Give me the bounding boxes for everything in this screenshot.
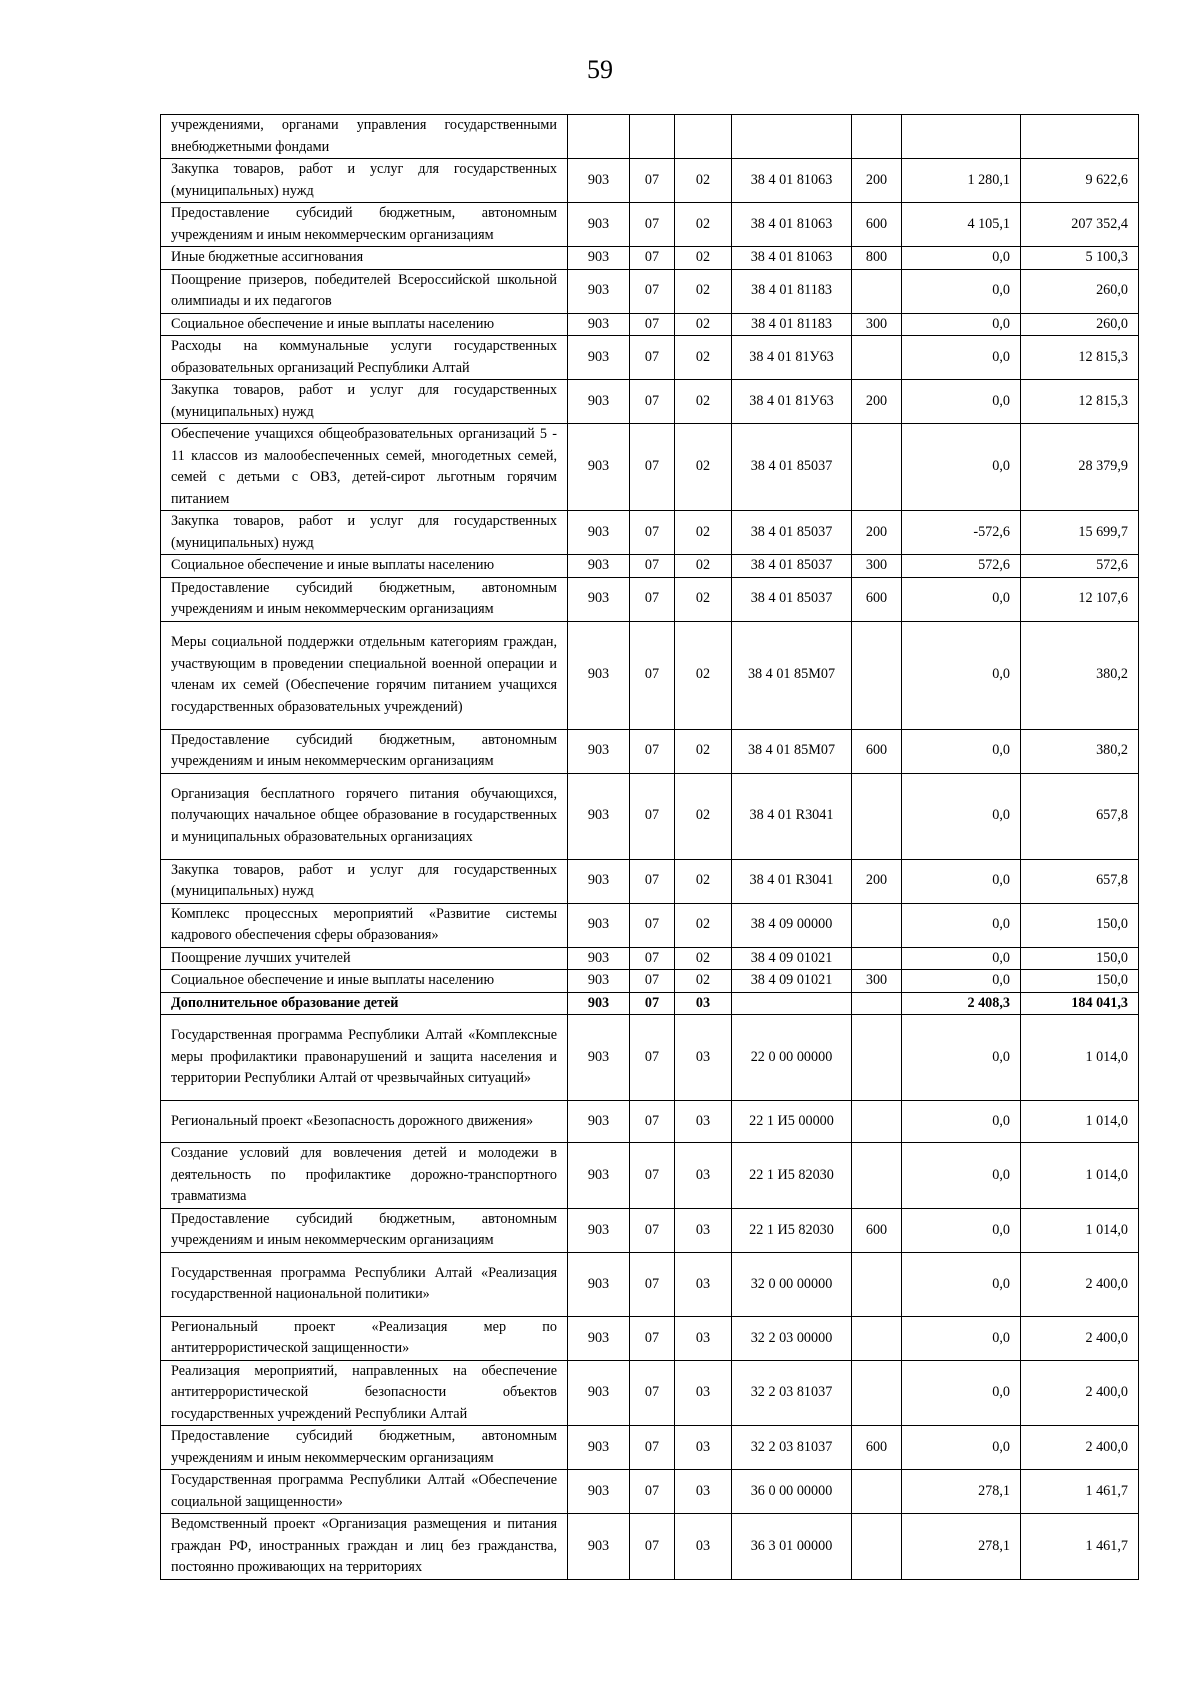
cell-grbs-code: 903 xyxy=(568,1208,630,1252)
cell-expense-type: 800 xyxy=(852,247,902,270)
cell-change-amount: 572,6 xyxy=(902,555,1021,578)
cell-subsection-code: 03 xyxy=(675,1470,732,1514)
cell-subsection-code: 02 xyxy=(675,313,732,336)
cell-description: Государственная программа Республики Алтай «Обеспечение социальной защищенности» xyxy=(161,1470,568,1514)
cell-target-article: 38 4 09 00000 xyxy=(732,903,852,947)
table-row xyxy=(161,1015,1139,1101)
cell-expense-type: 600 xyxy=(852,1208,902,1252)
cell-change-amount: 0,0 xyxy=(902,1426,1021,1470)
cell-target-article: 22 1 И5 82030 xyxy=(732,1208,852,1252)
cell-change-amount: 0,0 xyxy=(902,1015,1021,1101)
cell-expense-type xyxy=(852,424,902,511)
cell-grbs-code: 903 xyxy=(568,203,630,247)
cell-subsection-code: 02 xyxy=(675,247,732,270)
cell-section-code: 07 xyxy=(630,1470,675,1514)
cell-change-amount: 0,0 xyxy=(902,621,1021,729)
cell-grbs-code: 903 xyxy=(568,1316,630,1360)
cell-subsection-code: 03 xyxy=(675,1514,732,1580)
cell-description: Социальное обеспечение и иные выплаты населению xyxy=(161,313,568,336)
cell-section-code: 07 xyxy=(630,313,675,336)
cell-section-code: 07 xyxy=(630,1316,675,1360)
cell-expense-type xyxy=(852,1316,902,1360)
cell-section-code: 07 xyxy=(630,247,675,270)
cell-target-article: 38 4 01 R3041 xyxy=(732,773,852,859)
table-row xyxy=(161,1316,1139,1360)
cell-section-code xyxy=(630,115,675,159)
cell-target-article: 38 4 01 85037 xyxy=(732,577,852,621)
cell-total-amount: 657,8 xyxy=(1021,859,1139,903)
table-row xyxy=(161,115,1139,159)
table-row xyxy=(161,1514,1139,1580)
cell-expense-type xyxy=(852,903,902,947)
cell-description: Закупка товаров, работ и услуг для государственных (муниципальных) нужд xyxy=(161,859,568,903)
cell-change-amount: 0,0 xyxy=(902,903,1021,947)
cell-change-amount: 0,0 xyxy=(902,773,1021,859)
cell-section-code: 07 xyxy=(630,511,675,555)
cell-total-amount: 657,8 xyxy=(1021,773,1139,859)
cell-total-amount: 1 014,0 xyxy=(1021,1208,1139,1252)
cell-subsection-code: 02 xyxy=(675,203,732,247)
cell-change-amount: -572,6 xyxy=(902,511,1021,555)
cell-subsection-code: 02 xyxy=(675,947,732,970)
cell-grbs-code: 903 xyxy=(568,1514,630,1580)
cell-total-amount: 2 400,0 xyxy=(1021,1252,1139,1316)
cell-expense-type: 200 xyxy=(852,380,902,424)
cell-subsection-code: 02 xyxy=(675,903,732,947)
cell-description: Социальное обеспечение и иные выплаты населению xyxy=(161,555,568,578)
cell-total-amount: 1 461,7 xyxy=(1021,1470,1139,1514)
cell-expense-type: 200 xyxy=(852,159,902,203)
cell-description: Организация бесплатного горячего питания обучающихся, получающих начальное общее образование в государственных и муниципальных образовательных организациях xyxy=(161,773,568,859)
cell-description: Поощрение лучших учителей xyxy=(161,947,568,970)
cell-change-amount: 278,1 xyxy=(902,1470,1021,1514)
cell-section-code: 07 xyxy=(630,1015,675,1101)
table-row xyxy=(161,970,1139,993)
cell-change-amount: 278,1 xyxy=(902,1514,1021,1580)
cell-target-article: 38 4 09 01021 xyxy=(732,970,852,993)
cell-subsection-code: 02 xyxy=(675,269,732,313)
cell-total-amount: 2 400,0 xyxy=(1021,1316,1139,1360)
cell-subsection-code: 02 xyxy=(675,511,732,555)
cell-grbs-code: 903 xyxy=(568,269,630,313)
page-number: 59 xyxy=(587,55,613,84)
table-row xyxy=(161,1143,1139,1209)
cell-target-article: 38 4 01 81183 xyxy=(732,269,852,313)
cell-subsection-code: 02 xyxy=(675,773,732,859)
cell-grbs-code: 903 xyxy=(568,903,630,947)
cell-target-article: 38 4 09 01021 xyxy=(732,947,852,970)
cell-total-amount: 12 107,6 xyxy=(1021,577,1139,621)
cell-subsection-code: 02 xyxy=(675,970,732,993)
cell-target-article: 38 4 01 85M07 xyxy=(732,729,852,773)
cell-expense-type xyxy=(852,1252,902,1316)
cell-change-amount: 0,0 xyxy=(902,1360,1021,1426)
cell-section-code: 07 xyxy=(630,1252,675,1316)
cell-section-code: 07 xyxy=(630,1514,675,1580)
table-row xyxy=(161,1101,1139,1143)
cell-section-code: 07 xyxy=(630,159,675,203)
cell-expense-type: 600 xyxy=(852,203,902,247)
cell-grbs-code: 903 xyxy=(568,1101,630,1143)
cell-grbs-code: 903 xyxy=(568,336,630,380)
cell-expense-type xyxy=(852,1015,902,1101)
table-row xyxy=(161,947,1139,970)
cell-expense-type: 300 xyxy=(852,970,902,993)
cell-expense-type xyxy=(852,1101,902,1143)
cell-total-amount: 207 352,4 xyxy=(1021,203,1139,247)
cell-change-amount: 1 280,1 xyxy=(902,159,1021,203)
cell-subsection-code: 03 xyxy=(675,1316,732,1360)
cell-grbs-code: 903 xyxy=(568,511,630,555)
cell-expense-type: 600 xyxy=(852,729,902,773)
cell-section-code: 07 xyxy=(630,947,675,970)
cell-target-article: 36 0 00 00000 xyxy=(732,1470,852,1514)
cell-subsection-code: 02 xyxy=(675,621,732,729)
cell-expense-type: 600 xyxy=(852,577,902,621)
cell-grbs-code: 903 xyxy=(568,247,630,270)
cell-section-code: 07 xyxy=(630,773,675,859)
cell-subsection-code: 03 xyxy=(675,1426,732,1470)
cell-expense-type xyxy=(852,269,902,313)
cell-total-amount: 572,6 xyxy=(1021,555,1139,578)
cell-change-amount: 0,0 xyxy=(902,947,1021,970)
cell-description: Обеспечение учащихся общеобразовательных организаций 5 - 11 классов из малообеспеченных семей, многодетных семей, семей с детьми с ОВЗ, детей-сирот льготным горячим питанием xyxy=(161,424,568,511)
cell-section-code: 07 xyxy=(630,203,675,247)
cell-grbs-code: 903 xyxy=(568,1426,630,1470)
cell-grbs-code: 903 xyxy=(568,729,630,773)
cell-section-code: 07 xyxy=(630,424,675,511)
cell-expense-type xyxy=(852,947,902,970)
cell-target-article: 38 4 01 85037 xyxy=(732,511,852,555)
cell-total-amount: 150,0 xyxy=(1021,947,1139,970)
cell-total-amount: 5 100,3 xyxy=(1021,247,1139,270)
cell-change-amount: 0,0 xyxy=(902,269,1021,313)
cell-total-amount: 1 461,7 xyxy=(1021,1514,1139,1580)
cell-target-article: 32 2 03 00000 xyxy=(732,1316,852,1360)
cell-total-amount: 28 379,9 xyxy=(1021,424,1139,511)
cell-subsection-code: 03 xyxy=(675,1208,732,1252)
cell-change-amount: 0,0 xyxy=(902,247,1021,270)
table-row xyxy=(161,903,1139,947)
cell-description: Региональный проект «Реализация мер по антитеррористической защищенности» xyxy=(161,1316,568,1360)
cell-change-amount: 0,0 xyxy=(902,1252,1021,1316)
cell-grbs-code: 903 xyxy=(568,621,630,729)
cell-section-code: 07 xyxy=(630,859,675,903)
table-row xyxy=(161,313,1139,336)
cell-section-code: 07 xyxy=(630,577,675,621)
cell-total-amount: 1 014,0 xyxy=(1021,1101,1139,1143)
cell-section-code: 07 xyxy=(630,903,675,947)
cell-total-amount: 2 400,0 xyxy=(1021,1426,1139,1470)
cell-total-amount: 15 699,7 xyxy=(1021,511,1139,555)
cell-change-amount: 0,0 xyxy=(902,1143,1021,1209)
cell-subsection-code: 02 xyxy=(675,555,732,578)
cell-description: Закупка товаров, работ и услуг для государственных (муниципальных) нужд xyxy=(161,380,568,424)
cell-grbs-code: 903 xyxy=(568,555,630,578)
cell-description: Предоставление субсидий бюджетным, автономным учреждениям и иным некоммерческим организациям xyxy=(161,729,568,773)
cell-total-amount: 260,0 xyxy=(1021,313,1139,336)
cell-grbs-code: 903 xyxy=(568,859,630,903)
cell-grbs-code: 903 xyxy=(568,773,630,859)
cell-change-amount: 0,0 xyxy=(902,970,1021,993)
cell-change-amount: 0,0 xyxy=(902,1101,1021,1143)
cell-expense-type: 300 xyxy=(852,313,902,336)
cell-description: Дополнительное образование детей xyxy=(161,992,568,1015)
table-row xyxy=(161,159,1139,203)
cell-grbs-code: 903 xyxy=(568,970,630,993)
cell-subsection-code: 03 xyxy=(675,1360,732,1426)
table-row xyxy=(161,203,1139,247)
cell-grbs-code: 903 xyxy=(568,159,630,203)
cell-subsection-code: 03 xyxy=(675,1015,732,1101)
cell-subsection-code: 03 xyxy=(675,1252,732,1316)
cell-section-code: 07 xyxy=(630,970,675,993)
table-row xyxy=(161,336,1139,380)
cell-grbs-code: 903 xyxy=(568,1143,630,1209)
cell-grbs-code: 903 xyxy=(568,1360,630,1426)
cell-description: Меры социальной поддержки отдельным категориям граждан, участвующим в проведении специальной военной операции и членам их семей (Обеспечение горячим питанием учащихся государственных образовательных учреждений) xyxy=(161,621,568,729)
cell-expense-type: 200 xyxy=(852,511,902,555)
cell-total-amount: 12 815,3 xyxy=(1021,336,1139,380)
cell-description: Государственная программа Республики Алтай «Комплексные меры профилактики правонарушений и защита населения и территории Республики Алтай от чрезвычайных ситуаций» xyxy=(161,1015,568,1101)
table-row xyxy=(161,621,1139,729)
cell-total-amount xyxy=(1021,115,1139,159)
cell-subsection-code: 02 xyxy=(675,336,732,380)
table-row xyxy=(161,577,1139,621)
cell-total-amount: 1 014,0 xyxy=(1021,1015,1139,1101)
cell-change-amount: 0,0 xyxy=(902,729,1021,773)
cell-description: Предоставление субсидий бюджетным, автономным учреждениям и иным некоммерческим организациям xyxy=(161,577,568,621)
cell-description: Реализация мероприятий, направленных на обеспечение антитеррористической безопасности объектов государственных учреждений Республики Алтай xyxy=(161,1360,568,1426)
cell-change-amount: 0,0 xyxy=(902,859,1021,903)
cell-total-amount: 150,0 xyxy=(1021,903,1139,947)
cell-description: Расходы на коммунальные услуги государственных образовательных организаций Республики Алтай xyxy=(161,336,568,380)
cell-target-article: 38 4 01 81У63 xyxy=(732,380,852,424)
cell-section-code: 07 xyxy=(630,1426,675,1470)
cell-subsection-code xyxy=(675,115,732,159)
table-row xyxy=(161,1208,1139,1252)
table-row xyxy=(161,424,1139,511)
cell-section-code: 07 xyxy=(630,1360,675,1426)
cell-change-amount: 4 105,1 xyxy=(902,203,1021,247)
cell-expense-type xyxy=(852,1470,902,1514)
cell-change-amount: 0,0 xyxy=(902,1316,1021,1360)
cell-expense-type xyxy=(852,336,902,380)
cell-grbs-code: 903 xyxy=(568,1470,630,1514)
cell-expense-type xyxy=(852,773,902,859)
cell-target-article: 32 0 00 00000 xyxy=(732,1252,852,1316)
table-row xyxy=(161,1426,1139,1470)
cell-total-amount: 2 400,0 xyxy=(1021,1360,1139,1426)
cell-target-article: 38 4 01 81063 xyxy=(732,203,852,247)
cell-total-amount: 184 041,3 xyxy=(1021,992,1139,1015)
cell-grbs-code: 903 xyxy=(568,1015,630,1101)
cell-subsection-code: 02 xyxy=(675,577,732,621)
table-row xyxy=(161,247,1139,270)
cell-section-code: 07 xyxy=(630,1101,675,1143)
cell-description: Предоставление субсидий бюджетным, автономным учреждениям и иным некоммерческим организациям xyxy=(161,203,568,247)
cell-target-article: 38 4 01 81063 xyxy=(732,159,852,203)
cell-description: Закупка товаров, работ и услуг для государственных (муниципальных) нужд xyxy=(161,159,568,203)
cell-subsection-code: 02 xyxy=(675,380,732,424)
cell-target-article: 32 2 03 81037 xyxy=(732,1426,852,1470)
cell-expense-type: 200 xyxy=(852,859,902,903)
cell-section-code: 07 xyxy=(630,621,675,729)
cell-subsection-code: 03 xyxy=(675,992,732,1015)
cell-total-amount: 1 014,0 xyxy=(1021,1143,1139,1209)
cell-target-article: 38 4 01 85037 xyxy=(732,424,852,511)
cell-target-article: 38 4 01 R3041 xyxy=(732,859,852,903)
cell-expense-type xyxy=(852,1143,902,1209)
cell-change-amount: 0,0 xyxy=(902,380,1021,424)
cell-section-code: 07 xyxy=(630,992,675,1015)
cell-change-amount: 0,0 xyxy=(902,1208,1021,1252)
cell-grbs-code: 903 xyxy=(568,380,630,424)
budget-table-body xyxy=(161,115,1139,1580)
table-row xyxy=(161,859,1139,903)
cell-description: Социальное обеспечение и иные выплаты населению xyxy=(161,970,568,993)
cell-expense-type: 600 xyxy=(852,1426,902,1470)
cell-grbs-code: 903 xyxy=(568,1252,630,1316)
cell-target-article: 38 4 01 81У63 xyxy=(732,336,852,380)
cell-change-amount: 0,0 xyxy=(902,424,1021,511)
table-row xyxy=(161,555,1139,578)
cell-section-code: 07 xyxy=(630,1208,675,1252)
cell-grbs-code: 903 xyxy=(568,992,630,1015)
cell-total-amount: 380,2 xyxy=(1021,729,1139,773)
table-row xyxy=(161,992,1139,1015)
cell-total-amount: 12 815,3 xyxy=(1021,380,1139,424)
cell-target-article: 22 1 И5 82030 xyxy=(732,1143,852,1209)
cell-description: Предоставление субсидий бюджетным, автономным учреждениям и иным некоммерческим организациям xyxy=(161,1426,568,1470)
cell-section-code: 07 xyxy=(630,555,675,578)
cell-subsection-code: 02 xyxy=(675,729,732,773)
cell-description: Ведомственный проект «Организация размещения и питания граждан РФ, иностранных граждан и лиц без гражданства, постоянно проживающих на территориях xyxy=(161,1514,568,1580)
cell-change-amount: 0,0 xyxy=(902,577,1021,621)
cell-description: Региональный проект «Безопасность дорожного движения» xyxy=(161,1101,568,1143)
cell-description: Комплекс процессных мероприятий «Развитие системы кадрового обеспечения сферы образования» xyxy=(161,903,568,947)
table-row xyxy=(161,1470,1139,1514)
cell-target-article: 38 4 01 85M07 xyxy=(732,621,852,729)
cell-subsection-code: 03 xyxy=(675,1143,732,1209)
cell-section-code: 07 xyxy=(630,729,675,773)
cell-description: учреждениями, органами управления государственными внебюджетными фондами xyxy=(161,115,568,159)
cell-change-amount: 2 408,3 xyxy=(902,992,1021,1015)
cell-target-article xyxy=(732,992,852,1015)
cell-expense-type xyxy=(852,992,902,1015)
table-row xyxy=(161,269,1139,313)
table-row xyxy=(161,380,1139,424)
cell-expense-type xyxy=(852,1360,902,1426)
cell-subsection-code: 02 xyxy=(675,859,732,903)
cell-expense-type xyxy=(852,621,902,729)
cell-change-amount xyxy=(902,115,1021,159)
cell-expense-type: 300 xyxy=(852,555,902,578)
cell-target-article: 22 0 00 00000 xyxy=(732,1015,852,1101)
cell-subsection-code: 02 xyxy=(675,424,732,511)
cell-section-code: 07 xyxy=(630,1143,675,1209)
cell-description: Иные бюджетные ассигнования xyxy=(161,247,568,270)
table-row xyxy=(161,773,1139,859)
cell-section-code: 07 xyxy=(630,269,675,313)
cell-total-amount: 150,0 xyxy=(1021,970,1139,993)
cell-total-amount: 9 622,6 xyxy=(1021,159,1139,203)
cell-subsection-code: 03 xyxy=(675,1101,732,1143)
cell-target-article: 32 2 03 81037 xyxy=(732,1360,852,1426)
cell-target-article: 38 4 01 85037 xyxy=(732,555,852,578)
cell-expense-type xyxy=(852,1514,902,1580)
cell-grbs-code xyxy=(568,115,630,159)
cell-subsection-code: 02 xyxy=(675,159,732,203)
cell-target-article xyxy=(732,115,852,159)
cell-description: Закупка товаров, работ и услуг для государственных (муниципальных) нужд xyxy=(161,511,568,555)
cell-description: Предоставление субсидий бюджетным, автономным учреждениям и иным некоммерческим организациям xyxy=(161,1208,568,1252)
cell-change-amount: 0,0 xyxy=(902,313,1021,336)
cell-expense-type xyxy=(852,115,902,159)
cell-description: Создание условий для вовлечения детей и молодежи в деятельность по профилактике дорожно-транспортного травматизма xyxy=(161,1143,568,1209)
table-row xyxy=(161,729,1139,773)
cell-grbs-code: 903 xyxy=(568,947,630,970)
cell-grbs-code: 903 xyxy=(568,577,630,621)
cell-grbs-code: 903 xyxy=(568,313,630,336)
table-row xyxy=(161,1360,1139,1426)
cell-description: Государственная программа Республики Алтай «Реализация государственной национальной политики» xyxy=(161,1252,568,1316)
table-row xyxy=(161,511,1139,555)
cell-section-code: 07 xyxy=(630,380,675,424)
cell-target-article: 38 4 01 81063 xyxy=(732,247,852,270)
cell-section-code: 07 xyxy=(630,336,675,380)
cell-target-article: 38 4 01 81183 xyxy=(732,313,852,336)
cell-description: Поощрение призеров, победителей Всероссийской школьной олимпиады и их педагогов xyxy=(161,269,568,313)
cell-target-article: 36 3 01 00000 xyxy=(732,1514,852,1580)
table-row xyxy=(161,1252,1139,1316)
budget-table xyxy=(160,114,1139,1580)
cell-grbs-code: 903 xyxy=(568,424,630,511)
cell-target-article: 22 1 И5 00000 xyxy=(732,1101,852,1143)
cell-total-amount: 380,2 xyxy=(1021,621,1139,729)
cell-total-amount: 260,0 xyxy=(1021,269,1139,313)
cell-change-amount: 0,0 xyxy=(902,336,1021,380)
